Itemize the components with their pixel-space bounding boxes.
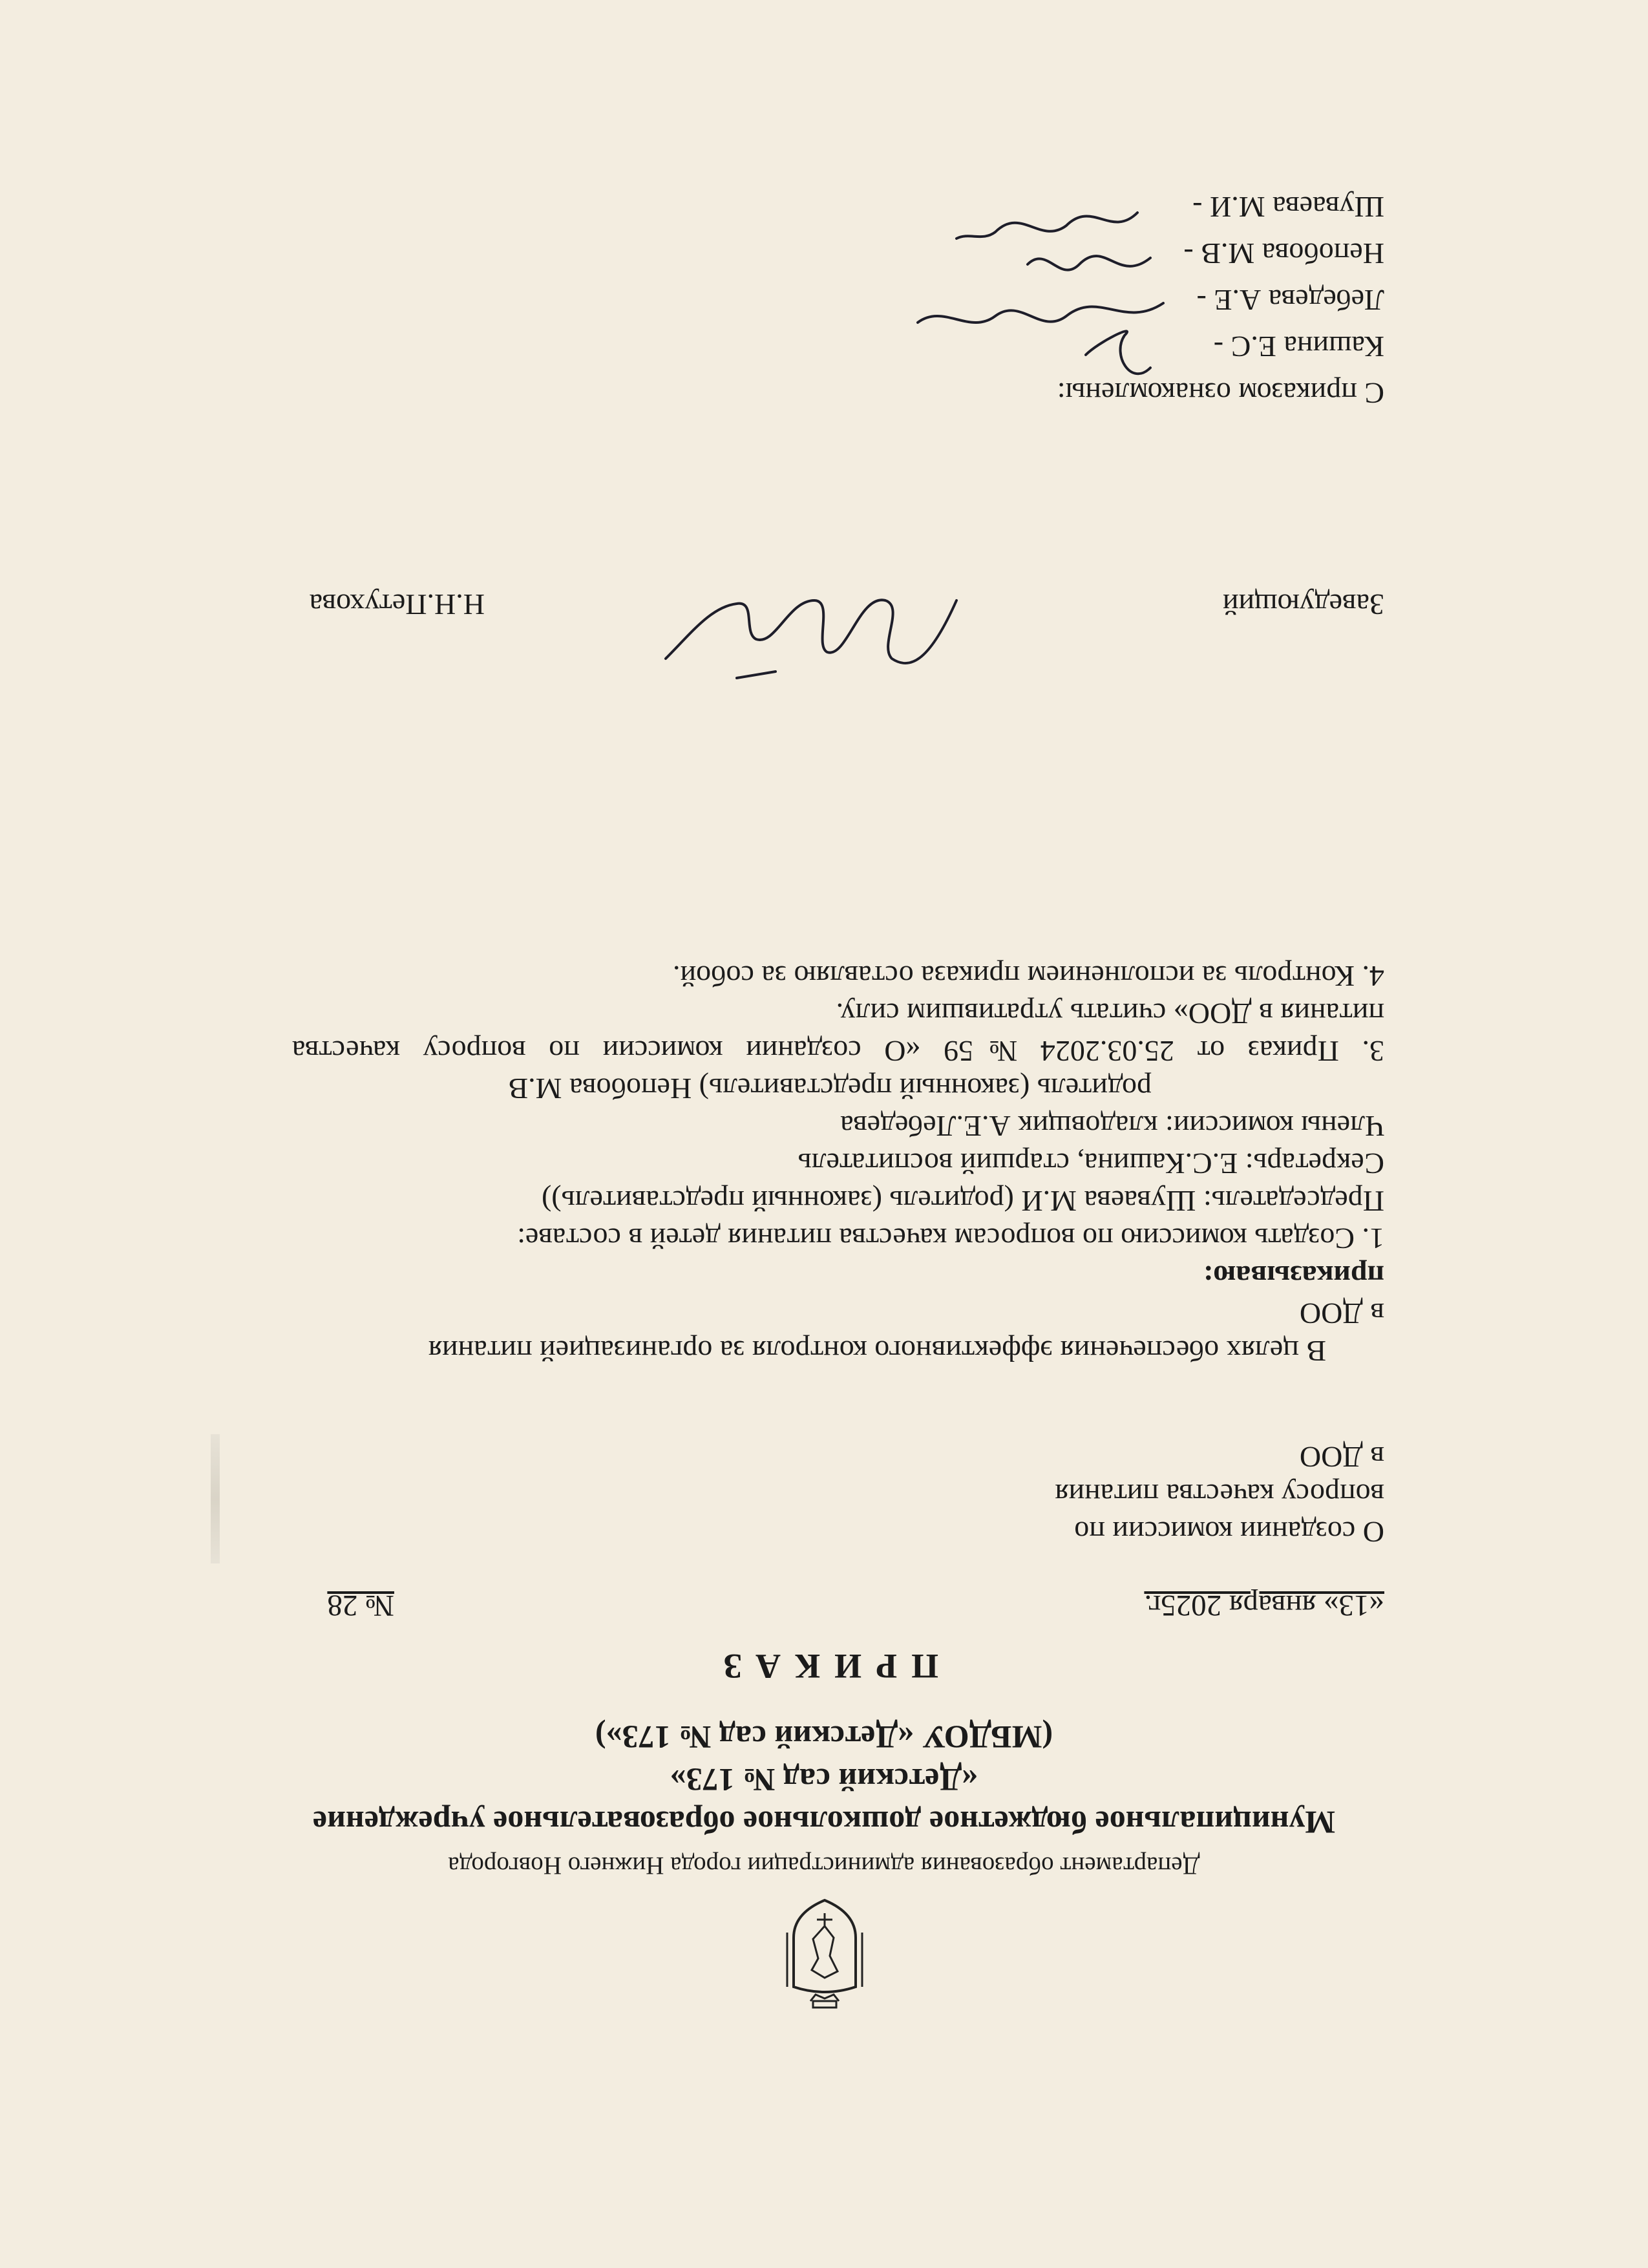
organization-name bbox=[0, 1716, 1648, 1844]
scan-mark bbox=[211, 1434, 220, 1563]
commission-chair: Председатель: Шуваева М.И (родитель (законный представитель)) bbox=[542, 1185, 1384, 1218]
acknowledged-person: Лебедева А.Е - bbox=[1196, 284, 1384, 317]
director-signature-icon bbox=[633, 568, 969, 697]
subject-line: вопросу качества питания bbox=[1055, 1478, 1384, 1511]
acknowledgement-heading: С приказом ознакомлены: bbox=[1057, 377, 1384, 410]
acknowledged-person: Шуваева М.И - bbox=[1192, 191, 1384, 224]
commission-member: родитель (законный представитель) Непобова М.В bbox=[508, 1072, 1152, 1105]
order-date: «13» января 2025г. bbox=[1144, 1589, 1384, 1622]
order-item-3: 3. Приказ от 25.03.2024 №59 «О создании комиссии по вопросу качества bbox=[292, 1035, 1384, 1068]
order-subject bbox=[1055, 1438, 1384, 1551]
department-name: Департамент образования администрации города Нижнего Новгорода bbox=[448, 1852, 1200, 1880]
acknowledgement-signatures-icon bbox=[814, 187, 1176, 394]
organization-name-line: Муниципальное бюджетное дошкольное образовательное учреждение bbox=[312, 1805, 1336, 1841]
order-number: № 28 bbox=[327, 1589, 394, 1622]
subject-line: О создании комиссии по bbox=[1074, 1516, 1384, 1549]
city-coat-of-arms-icon bbox=[779, 1894, 870, 2010]
order-item-3-cont: питания в ДОО» считать утратившим силу. bbox=[836, 997, 1384, 1030]
intro-line: В целях обеспечения эффективного контроля за организацией питания bbox=[428, 1335, 1326, 1368]
organization-short-name: (МБДОУ «Детский сад № 173») bbox=[595, 1719, 1053, 1755]
subject-line: в ДОО bbox=[1299, 1441, 1384, 1474]
order-item-1: 1. Создать комиссию по вопросам качества питания детей в составе: bbox=[517, 1222, 1384, 1255]
organization-name-line: «Детский сад № 173» bbox=[670, 1762, 978, 1798]
commission-secretary: Секретарь: Е.С.Кашина, старший воспитатель bbox=[798, 1147, 1384, 1180]
order-word: приказываю: bbox=[1203, 1260, 1384, 1293]
signatory-position: Заведующий bbox=[1222, 588, 1384, 621]
acknowledged-person: Кашина Е.С - bbox=[1213, 330, 1384, 363]
intro-line: в ДОО bbox=[1299, 1297, 1384, 1330]
document-title: ПРИКАЗ bbox=[709, 1647, 939, 1686]
signatory-name: Н.Н.Петухова bbox=[309, 588, 485, 621]
acknowledged-person: Непобова М.В - bbox=[1183, 237, 1384, 270]
commission-members: Члены комиссии: кладовщик А.Е.Лебедева bbox=[840, 1110, 1384, 1143]
order-item-4: 4. Контроль за исполнением приказа оставляю за собой. bbox=[672, 960, 1384, 993]
